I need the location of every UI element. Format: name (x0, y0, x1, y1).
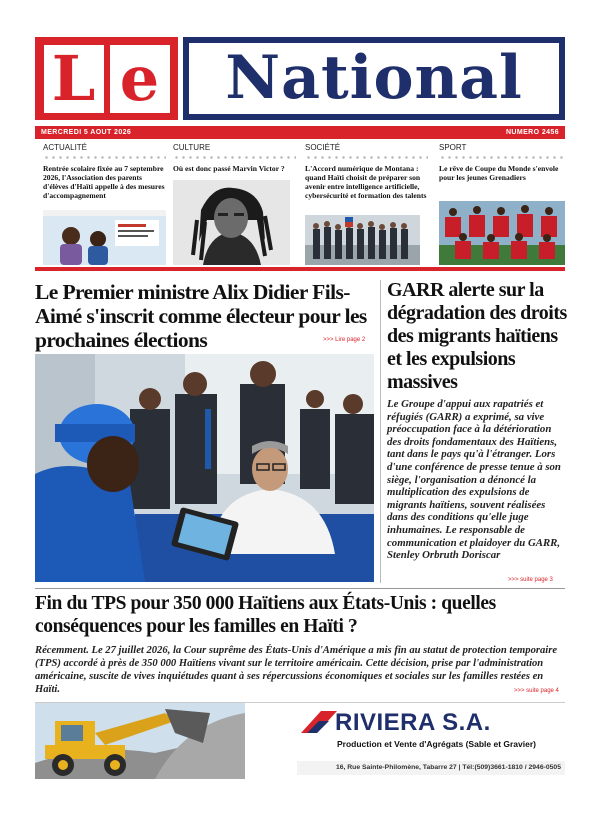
tps-headline[interactable]: Fin du TPS pour 350 000 Haïtiens aux États-Unis : quelles conséquences pour les familles en Haïti ? (35, 593, 496, 637)
teaser-actualite[interactable] (43, 143, 166, 265)
dotted-divider (173, 155, 296, 160)
ad-tagline: Production et Vente d'Agrégats (Sable et Gravier) (337, 739, 536, 749)
section-divider (35, 588, 565, 589)
riviera-logo-icon (301, 711, 337, 733)
ad-photo-loader (35, 703, 245, 779)
advertisement-banner[interactable] (35, 702, 565, 778)
teaser-section: SPORT (439, 143, 467, 152)
teaser-text: Où est donc passé Marvin Victor ? (173, 164, 285, 173)
teaser-section: SOCIÉTÉ (305, 143, 341, 152)
teaser-row (35, 143, 565, 265)
garr-read-more-link[interactable]: >>> suite page 3 (508, 577, 553, 583)
tps-read-more-link[interactable]: >>> suite page 4 (514, 688, 559, 694)
teaser-text: Le rêve de Coupe du Monde s'envole pour les jeunes Grenadiers (439, 164, 559, 182)
dotted-divider (439, 155, 565, 160)
section-divider (35, 267, 565, 271)
teaser-photo-team (439, 201, 565, 265)
teaser-photo-children (43, 210, 166, 265)
masthead-le-block (35, 37, 178, 120)
dateline-bar (35, 126, 565, 139)
dotted-divider (305, 155, 428, 160)
masthead (35, 37, 565, 120)
masthead-letter-e: e (110, 45, 170, 113)
teaser-section: CULTURE (173, 143, 211, 152)
tps-summary: Récemment. Le 27 juillet 2026, la Cour suprême des États-Unis d'Amérique a mis fin au statut de protection temporaire (TPS) accordé à près de 350 000 Haïtiens vivant sur le territoire américain. Cette décision, prise par l'administration américaine, suscite de vives inquiétudes quant à ses répercussions économiques et sociales sur les familles restées en Haïti. (35, 645, 558, 695)
garr-summary: Le Groupe d'appui aux rapatriés et réfugiés (GARR) a exprimé, sa vive préoccupation face à la détérioration des droits fondamentaux des Haïtiens, tant dans le pays qu'à l'étranger. Lors d'une conférence de presse tenue à son siège, l'organisation a dénoncé la multiplication des expulsions de migrants haïtiens, souvent réalisées dans des conditions qu'elle juge inhumaines. Le responsable de communication et plaidoyer du GARR, Stenley Orbruth Doriscar (387, 398, 561, 562)
issue-date: MERCREDI 5 AOUT 2026 (41, 129, 132, 136)
masthead-national: National (189, 43, 559, 114)
ad-address: 16, Rue Sainte-Philomène, Tabarre 27 | Tél:(509)3661-1810 / 2946-0505 (297, 761, 565, 775)
teaser-photo-group (305, 215, 420, 265)
garr-headline[interactable]: GARR alerte sur la dégradation des droits des migrants haïtiens et les expulsions massives (387, 279, 567, 393)
dotted-divider (43, 155, 166, 160)
lead-headline[interactable]: Le Premier ministre Alix Didier Fils-Aimé s'inscrit comme électeur pour les prochaines élections (35, 280, 367, 352)
masthead-national-block (183, 37, 565, 120)
teaser-text: Rentrée scolaire fixée au 7 septembre 2026, l'Association des parents d'élèves d'Haïti appelle à des mesures d'accompagnement (43, 164, 165, 200)
column-divider (380, 280, 381, 583)
lead-photo (35, 354, 374, 582)
teaser-sport[interactable] (439, 143, 565, 265)
teaser-photo-portrait (173, 180, 290, 265)
teaser-text: L'Accord numérique de Montana : quand Haïti choisit de préparer son avenir entre intelligence artificielle, cybersécurité et formation des talents (305, 164, 427, 200)
ad-company-name: RIVIERA S.A. (335, 709, 491, 736)
issue-number: NUMERO 2456 (505, 129, 559, 136)
teaser-section: ACTUALITÉ (43, 143, 88, 152)
masthead-letter-l: L (44, 45, 104, 113)
lead-read-more-link[interactable]: >>> Lire page 2 (323, 337, 366, 343)
teaser-societe[interactable] (305, 143, 428, 265)
ad-text-block (257, 703, 565, 779)
teaser-culture[interactable] (173, 143, 296, 265)
